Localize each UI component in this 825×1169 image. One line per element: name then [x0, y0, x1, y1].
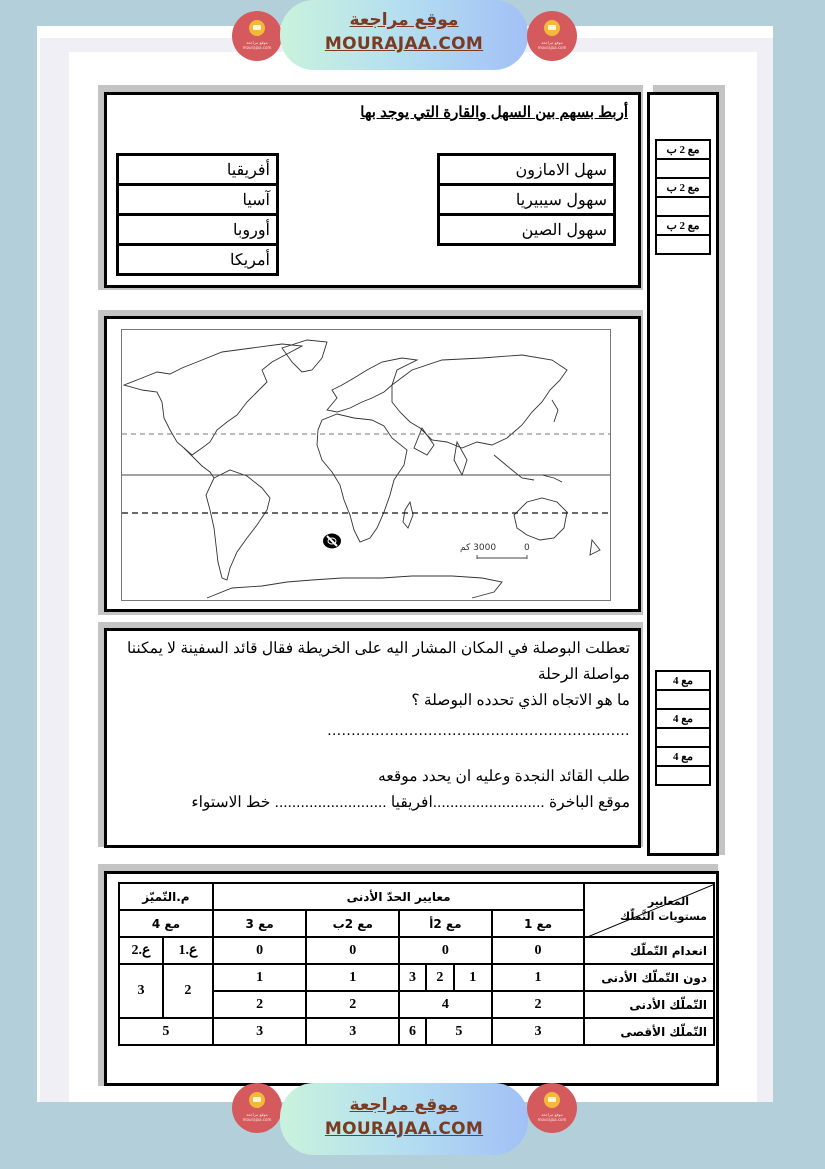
score-input[interactable] [656, 159, 710, 178]
exercise2-question: ما هو الاتجاه الذي تحدده البوصلة ؟ [411, 692, 630, 709]
map-card [104, 316, 641, 612]
criterion-label: مع 4 [656, 747, 710, 766]
exercise2-line4: طلب القائد النجدة وعليه ان يحدد موقعه [378, 768, 630, 785]
world-map [121, 329, 611, 601]
logo-icon [544, 1092, 560, 1108]
score-cell: 2 [306, 991, 399, 1018]
sub-criterion-cell: ع.2 [119, 937, 163, 964]
logo-icon [249, 1092, 265, 1108]
grading-table [118, 882, 715, 1046]
score-cell: 0 [399, 937, 492, 964]
score-cell: 1 [306, 964, 399, 991]
exercise1-instruction: أربط بسهم بين السهل والقارة التي يوجد بها [360, 104, 628, 121]
score-cell: 1 [213, 964, 307, 991]
score-cell: 2 [426, 964, 454, 991]
broken-compass-icon [323, 534, 341, 549]
watermark-arabic: موقع مراجعة [349, 1095, 459, 1115]
plains-list [437, 153, 616, 246]
scale-zero: 0 [524, 543, 530, 553]
criterion-label: مع 4 [656, 709, 710, 728]
criterion-header: مع 4 [119, 910, 213, 937]
diagonal-line [585, 884, 715, 938]
score-cell: 3 [492, 1018, 585, 1045]
logo-icon [544, 20, 560, 36]
level-label: التّملّك الأدنى [584, 991, 714, 1018]
score-cell: 2 [213, 991, 307, 1018]
level-label: دون التّملّك الأدنى [584, 964, 714, 991]
exercise2-line5 [191, 791, 630, 815]
exercise2-card [104, 628, 641, 848]
criterion-label: مع 2 ب [656, 140, 710, 159]
min-criteria-header: معايير الحدّ الأدنى [213, 883, 585, 910]
watermark-latin: MOURAJAA.COM [324, 34, 484, 54]
watermark-logo-left-bottom [232, 1083, 282, 1133]
score-input[interactable] [656, 197, 710, 216]
exercise1-card [104, 92, 641, 288]
score-cell: 4 [399, 991, 492, 1018]
exercise2-line2: مواصلة الرحلة [537, 666, 630, 683]
score-cell: 3 [399, 964, 426, 991]
exercise2-line1: تعطلت البوصلة في المكان المشار اليه على الخريطة فقال قائد السفينة لا يمكننا [126, 640, 630, 657]
score-cell: 0 [213, 937, 307, 964]
continent-item[interactable]: أمريكا [118, 245, 278, 275]
logo-caption: موقع مراجعة mourajaa.com [242, 40, 272, 50]
score-cell: 3 [213, 1018, 307, 1045]
score-boxes-bottom [655, 670, 711, 786]
score-boxes-top [655, 139, 711, 255]
continent-item[interactable]: آسيا [118, 185, 278, 215]
answer-field-1[interactable]: .......................... [432, 794, 545, 811]
corner-bottom-label: مستويات التَّملّك [619, 910, 707, 923]
score-cell: 3 [306, 1018, 399, 1045]
watermark-banner-bottom[interactable] [280, 1083, 528, 1155]
continent-item[interactable]: أوروبا [118, 215, 278, 245]
score-cell: 3 [119, 964, 163, 1018]
logo-icon [249, 20, 265, 36]
criterion-label: مع 4 [656, 671, 710, 690]
watermark-banner-top[interactable] [280, 0, 528, 70]
corner-header [584, 883, 714, 937]
level-label: التّملّك الأقصى [584, 1018, 714, 1045]
scale-label: 3000 كم [460, 543, 497, 553]
criterion-header: مع 3 [213, 910, 307, 937]
plain-item[interactable]: سهول سيبيريا [439, 185, 615, 215]
corner-top-label: المعايير [647, 895, 689, 908]
level-label: انعدام التّملّك [584, 937, 714, 964]
score-input[interactable] [656, 690, 710, 709]
criterion-label: مع 2 ب [656, 216, 710, 235]
score-cell: 2 [163, 964, 213, 1018]
ship-location-label: موقع الباخرة [549, 794, 630, 811]
africa-label: افريقيا [390, 794, 433, 811]
score-column [647, 92, 719, 856]
criterion-label: مع 2 ب [656, 178, 710, 197]
equator-label: خط الاستواء [191, 794, 271, 811]
score-cell: 6 [399, 1018, 426, 1045]
score-cell: 5 [426, 1018, 492, 1045]
score-input[interactable] [656, 235, 710, 254]
score-cell: 0 [492, 937, 585, 964]
logo-caption: موقع مراجعة mourajaa.com [242, 1112, 272, 1122]
score-cell: 1 [492, 964, 585, 991]
watermark-logo-left-top [232, 11, 282, 61]
sub-criterion-cell: ع.1 [163, 937, 213, 964]
criterion-header: مع 1 [492, 910, 585, 937]
criterion-header: مع 2أ [399, 910, 492, 937]
score-cell: 0 [306, 937, 399, 964]
score-input[interactable] [656, 766, 710, 785]
answer-field-2[interactable]: .......................... [274, 794, 387, 811]
score-cell: 1 [454, 964, 492, 991]
watermark-logo-right-top [527, 11, 577, 61]
logo-caption: موقع مراجعة mourajaa.com [537, 1112, 567, 1122]
watermark-arabic: موقع مراجعة [349, 10, 459, 30]
continents-list [116, 153, 279, 276]
grading-card [104, 871, 719, 1086]
score-cell: 2 [492, 991, 585, 1018]
world-map-svg [122, 330, 611, 601]
criterion-header: مع 2ب [306, 910, 399, 937]
score-input[interactable] [656, 728, 710, 747]
watermark-latin: MOURAJAA.COM [324, 1119, 484, 1139]
watermark-logo-right-bottom [527, 1083, 577, 1133]
plain-item[interactable]: سهل الامازون [439, 155, 615, 185]
answer-field[interactable]: ............................................................... [327, 722, 630, 739]
logo-caption: موقع مراجعة mourajaa.com [537, 40, 567, 50]
continent-item[interactable]: أفريقيا [118, 155, 278, 185]
excellence-header: م.التّميّز [119, 883, 213, 910]
plain-item[interactable]: سهول الصين [439, 215, 615, 245]
score-cell: 5 [119, 1018, 213, 1045]
